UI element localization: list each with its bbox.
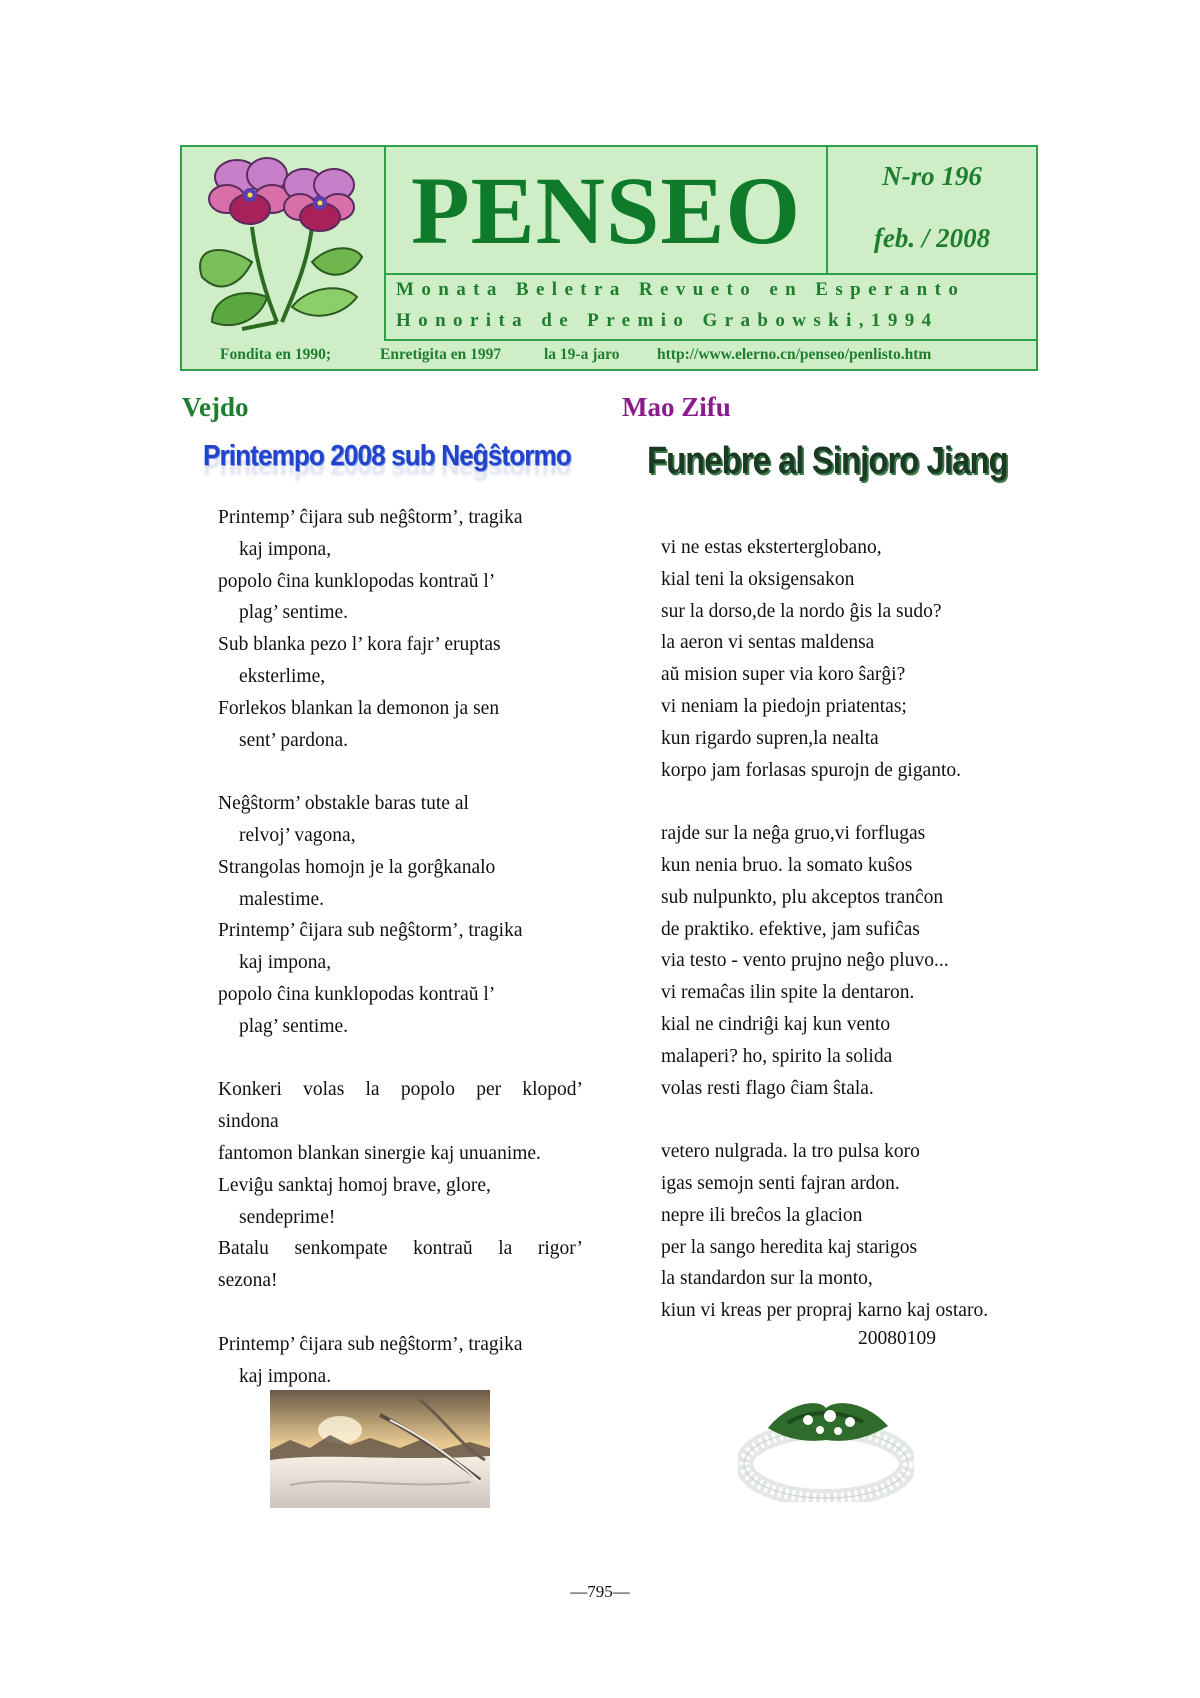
poem-line: vetero nulgrada. la tro pulsa koro: [661, 1141, 920, 1163]
poem-line: Printemp’ ĉijara sub neĝŝtorm’, tragika: [218, 1333, 523, 1355]
poem-line: volas resti flago ĉiam ŝtala.: [661, 1077, 874, 1099]
poem-line: aŭ mision super via koro ŝarĝi?: [661, 664, 906, 686]
poem-line: via testo - vento prujno neĝo pluvo...: [661, 950, 949, 972]
poem-line: korpo jam forlasas spurojn de giganto.: [661, 759, 962, 781]
stanza-gap: [661, 786, 988, 818]
poem-line: plag’ sentime.: [239, 602, 349, 624]
left-author: Vejdo: [182, 392, 249, 422]
word: kontraŭ: [413, 1238, 473, 1260]
footer-registered: Enretigita en 1997: [380, 346, 502, 363]
poem-line: relvoj’ vagona,: [239, 824, 356, 846]
poem-line: Neĝŝtorm’ obstakle baras tute al: [218, 793, 469, 815]
snowy-landscape-photo: [270, 1390, 490, 1508]
word: popolo: [400, 1079, 455, 1101]
justified-text: [218, 1233, 583, 1265]
poem-line: sub nulpunkto, plu akceptos tranĉon: [661, 886, 944, 908]
poem-line: Forlekos blankan la demonon ja sen: [218, 697, 500, 719]
poem-line-justified: [218, 1233, 583, 1265]
poem-line: Sub blanka pezo l’ kora fajr’ eruptas: [218, 634, 501, 656]
word: la: [498, 1238, 513, 1260]
pansy-flower-icon: [182, 147, 382, 337]
poem-line: sindona: [218, 1111, 279, 1133]
masthead: [180, 145, 1038, 371]
poem-line: Printemp’ ĉijara sub neĝŝtorm’, tragika: [218, 920, 523, 942]
poem-line: nepre ili breĉos la glacion: [661, 1204, 863, 1226]
poem-line: Strangolas homojn je la gorĝkanalo: [218, 856, 496, 878]
left-poem: [218, 502, 583, 1392]
poem-line: igas semojn senti fajran ardon.: [661, 1172, 900, 1194]
word: volas: [303, 1079, 345, 1101]
poem-line: fantomon blankan sinergie kaj unuanime.: [218, 1142, 541, 1164]
poem-line: popolo ĉina kunklopodas kontraŭ l’: [218, 983, 496, 1005]
stanza-gap: [218, 756, 583, 788]
magazine-title: PENSEO: [410, 156, 802, 264]
word: senkompate: [294, 1238, 388, 1260]
issue-box: [828, 147, 1036, 275]
right-poem-title: Funebre al Sinjoro Jiang: [647, 440, 1008, 482]
footer-founded: Fondita en 1990;: [220, 346, 332, 363]
poem-line: kaj impona,: [239, 538, 332, 560]
poem-line: malestime.: [239, 888, 325, 910]
footer-url[interactable]: http://www.elerno.cn/penseo/penlisto.htm: [657, 346, 932, 363]
right-poem: [661, 532, 988, 1327]
funeral-wreath-image: [738, 1398, 914, 1502]
right-author: Mao Zifu: [622, 392, 731, 422]
subtitle-line-2: Honorita de Premio Grabowski,1994: [396, 310, 939, 331]
word: la: [365, 1079, 380, 1101]
left-poem-title: Printempo 2008 sub Neĝŝtormo: [203, 440, 571, 472]
poem-line: sur la dorso,de la nordo ĝis la sudo?: [661, 600, 942, 622]
stanza-gap: [218, 1043, 583, 1075]
poem-line: rajde sur la neĝa gruo,vi forflugas: [661, 823, 926, 845]
poem-line: malaperi? ho, spirito la solida: [661, 1045, 893, 1067]
word: klopod’: [522, 1079, 583, 1101]
word: Batalu: [218, 1238, 269, 1260]
poem-line: de praktiko. efektive, jam sufiĉas: [661, 918, 920, 940]
poem-line: popolo ĉina kunklopodas kontraŭ l’: [218, 570, 496, 592]
justified-text: [218, 1074, 583, 1106]
poem-line: per la sango heredita kaj starigos: [661, 1236, 918, 1258]
poem-line: Leviĝu sanktaj homoj brave, glore,: [218, 1174, 491, 1196]
issue-number: N-ro 196: [882, 161, 982, 191]
word: Konkeri: [218, 1079, 282, 1101]
stanza-gap: [218, 1297, 583, 1329]
magazine-title-box: [386, 147, 828, 275]
poem-date: 20080109: [858, 1328, 936, 1349]
poem-line: kun rigardo supren,la nealta: [661, 727, 879, 749]
masthead-logo: [182, 147, 386, 341]
poem-line: Printemp’ ĉijara sub neĝŝtorm’, tragika: [218, 507, 523, 528]
poem-line: vi remaĉas ilin spite la dentaron.: [661, 982, 915, 1004]
poem-line: la aeron vi sentas maldensa: [661, 632, 875, 654]
poem-line: sezona!: [218, 1270, 278, 1292]
poem-line: vi ne estas eksterterglobano,: [661, 537, 882, 558]
poem-line: kial teni la oksigensakon: [661, 568, 855, 590]
poem-line: vi neniam la piedojn priatentas;: [661, 695, 907, 717]
issue-date: feb. / 2008: [873, 223, 991, 253]
word: per: [476, 1079, 502, 1101]
poem-line: plag’ sentime.: [239, 1015, 349, 1037]
poem-line: la standardon sur la monto,: [661, 1268, 873, 1290]
subtitle-box: [386, 275, 1036, 341]
poem-line: kaj impona.: [239, 1365, 332, 1387]
poem-line: eksterlime,: [239, 665, 326, 687]
stanza-gap: [661, 1104, 988, 1136]
poem-line-justified: [218, 1074, 583, 1106]
footer-day: la 19-a jaro: [544, 346, 620, 363]
poem-line: kial ne cindriĝi kaj kun vento: [661, 1013, 891, 1035]
poem-line: sendeprime!: [239, 1206, 336, 1228]
poem-line: kiun vi kreas per propraj karno kaj ostaro.: [661, 1300, 989, 1322]
poem-line: sent’ pardona.: [239, 729, 349, 751]
subtitle-line-1: Monata Beletra Revueto en Esperanto: [396, 279, 966, 300]
page-number: —795—: [570, 1582, 630, 1601]
word: rigor’: [537, 1238, 583, 1260]
poem-line: kaj impona,: [239, 952, 332, 974]
poem-line: kun nenia bruo. la somato kuŝos: [661, 854, 913, 876]
masthead-footer: [182, 341, 1036, 369]
